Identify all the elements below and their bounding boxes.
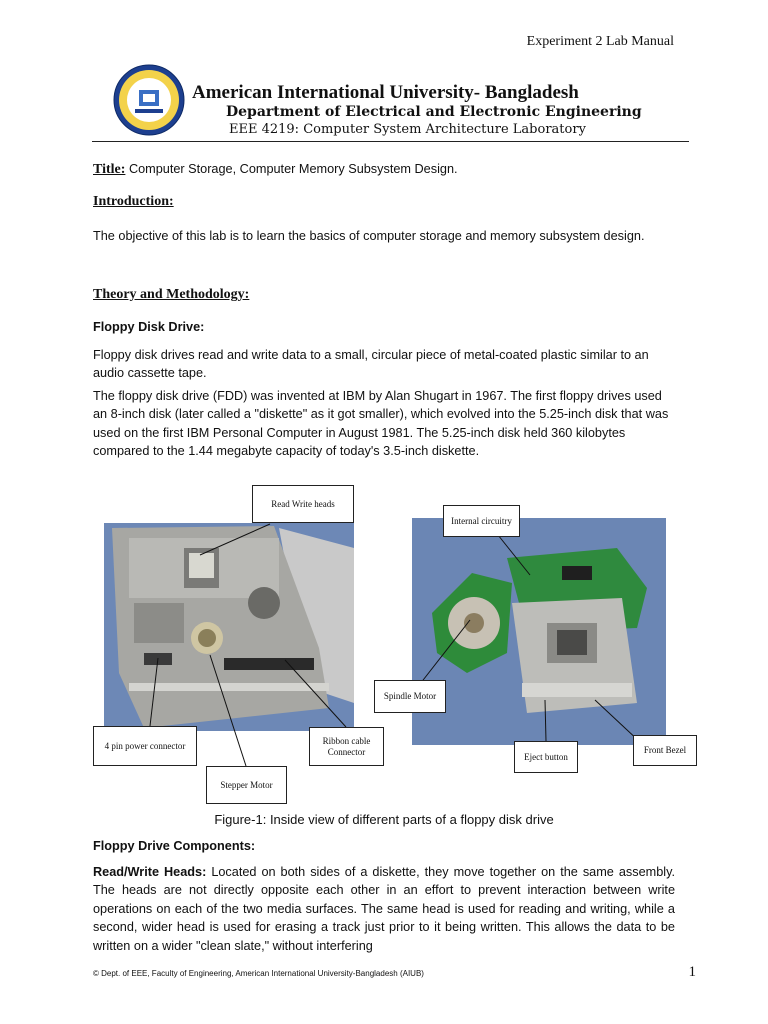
label-power-connector: 4 pin power connector	[93, 726, 197, 766]
label-spindle-motor: Spindle Motor	[374, 680, 446, 713]
label-eject-button: Eject button	[514, 741, 578, 773]
header-rule	[92, 141, 689, 142]
theory-paragraph-2: The floppy disk drive (FDD) was invented at IBM by Alan Shugart in 1967. The first floppy drives used an 8-inch disk (later called a "diskette" as it got smaller), which evolved into the 5.25-inch disk that was used on the first IBM Personal Computer in August 1981. The 5.25-inch disk held 360 kilobytes compared to the 1.44 megabyte capacity of today's 3.5-inch diskette.	[93, 389, 669, 459]
title-label: Title:	[93, 162, 126, 177]
label-front-bezel: Front Bezel	[633, 735, 697, 766]
page-number: 1	[688, 964, 696, 980]
university-name: American International University- Bangladesh	[192, 82, 579, 103]
components-paragraph	[93, 863, 675, 955]
read-write-heads-term: Read/Write Heads:	[93, 865, 207, 879]
theory-paragraph-1: Floppy disk drives read and write data to a small, circular piece of metal-coated plastic similar to an audio cassette tape.	[93, 348, 649, 381]
label-internal-circuitry: Internal circuitry	[443, 505, 520, 537]
floppy-subheading: Floppy Disk Drive:	[93, 320, 205, 334]
theory-heading: Theory and Methodology:	[93, 287, 250, 302]
read-write-heads-text: Located on both sides of a diskette, they move together on the same assembly. The heads are not directly opposite each other in an effort to prevent interaction between write operations on each of the two media surfaces. The same head is used for reading and writing, while a second, wider head is used for erasing a track just prior to it being written. This allows the data to be written on a wider "clean slate," without interfering	[93, 865, 675, 953]
university-seal-logo	[113, 64, 185, 136]
introduction-text: The objective of this lab is to learn the basics of computer storage and memory subsystem design.	[93, 229, 645, 243]
label-stepper-motor: Stepper Motor	[206, 766, 287, 804]
title-text: Computer Storage, Computer Memory Subsystem Design.	[128, 162, 458, 176]
introduction-heading: Introduction:	[93, 194, 174, 209]
floppy-drive-photo-right	[412, 518, 666, 745]
footer-copyright: © Dept. of EEE, Faculty of Engineering, American International University-Bangladesh (AIUB)	[93, 969, 424, 978]
label-ribbon-connector: Ribbon cable Connector	[309, 727, 384, 766]
figure-caption: Figure-1: Inside view of different parts of a floppy disk drive	[214, 812, 554, 827]
document-title	[93, 160, 675, 179]
label-read-write-heads: Read Write heads	[252, 485, 354, 523]
course-name: EEE 4219: Computer System Architecture Laboratory	[229, 122, 586, 137]
components-subheading: Floppy Drive Components:	[93, 839, 256, 853]
department-name: Department of Electrical and Electronic Engineering	[226, 104, 642, 120]
running-header: Experiment 2 Lab Manual	[526, 34, 674, 49]
floppy-drive-photo-left	[104, 523, 354, 731]
